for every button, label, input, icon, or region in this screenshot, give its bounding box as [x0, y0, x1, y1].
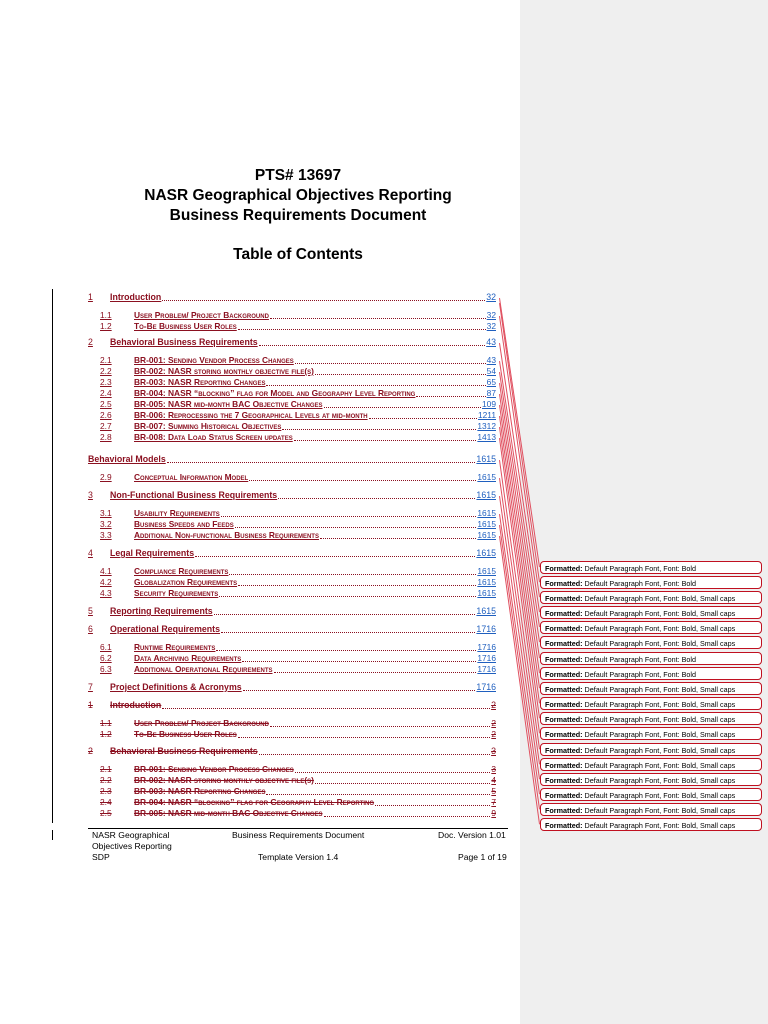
balloon-text: Default Paragraph Font, Font: Bold, Small caps — [582, 594, 736, 603]
toc-entry[interactable] — [88, 746, 496, 757]
balloon-label: Formatted: — [545, 791, 583, 800]
toc-entry-page-link[interactable]: 4 — [491, 775, 496, 785]
balloon-label: Formatted: — [545, 776, 583, 785]
toc-entry-page-link[interactable]: 1615 — [477, 519, 496, 529]
toc-dot-leader — [229, 574, 476, 575]
document-title-line-1: PTS# 13697 — [254, 167, 342, 184]
toc-entry-title: Data Archiving Requirements — [134, 653, 242, 663]
toc-entry-title: BR-005: NASR mid-month BAC Objective Changes — [134, 399, 323, 409]
toc-entry-number: 6.2 — [100, 653, 112, 663]
toc-entry-title: Behavioral Models — [88, 454, 166, 464]
toc-dot-leader — [238, 737, 491, 738]
toc-entry-title: Additional Operational Requirements — [134, 664, 273, 674]
toc-dot-leader — [324, 816, 491, 817]
toc-entry-number: 1.2 — [100, 729, 112, 739]
toc-entry-number: 4.1 — [100, 566, 112, 576]
toc-entry-number: 2.9 — [100, 472, 112, 482]
toc-entry-title: Non-Functional Business Requirements — [110, 490, 278, 500]
revision-balloon[interactable] — [540, 788, 762, 801]
toc-entry-title: Security Requirements — [134, 588, 219, 598]
revision-balloon[interactable] — [540, 712, 762, 725]
toc-entry-title: To-Be Business User Roles — [134, 321, 237, 331]
toc-dot-leader — [295, 772, 491, 773]
toc-entry-page-link[interactable]: 1615 — [476, 490, 496, 500]
change-bar — [52, 830, 53, 840]
revision-balloon[interactable] — [540, 697, 762, 710]
toc-entry-page-link[interactable]: 54 — [486, 366, 496, 376]
balloon-label: Formatted: — [545, 685, 583, 694]
revision-balloon[interactable] — [540, 606, 762, 619]
toc-heading: Table of Contents — [233, 246, 363, 263]
toc-entry-number: 2.5 — [100, 808, 112, 818]
toc-entry[interactable] — [100, 729, 496, 740]
toc-entry[interactable] — [88, 490, 496, 501]
toc-dot-leader — [162, 708, 490, 709]
toc-dot-leader — [195, 556, 475, 557]
balloon-text: Default Paragraph Font, Font: Bold, Small caps — [582, 791, 736, 800]
toc-entry-page-link[interactable]: 2 — [491, 718, 496, 728]
footer-center-line-2: Template Version 1.4 — [258, 852, 339, 862]
toc-entry-number: 6.1 — [100, 642, 112, 652]
revision-balloon[interactable] — [540, 561, 762, 574]
toc-entry-page-link[interactable]: 2 — [491, 729, 496, 739]
toc-entry-number: 3.1 — [100, 508, 112, 518]
toc-entry-title: Operational Requirements — [110, 624, 220, 634]
toc-dot-leader — [416, 396, 485, 397]
toc-entry-number: 2.2 — [100, 775, 112, 785]
balloon-label: Formatted: — [545, 821, 583, 830]
toc-entry-title: Introduction — [110, 292, 162, 302]
toc-entry-page-link[interactable]: 1615 — [477, 472, 496, 482]
toc-entry[interactable] — [100, 508, 496, 519]
toc-entry[interactable] — [100, 472, 496, 483]
toc-entry[interactable] — [100, 786, 496, 797]
toc-entry-title: Behavioral Business Requirements — [110, 337, 258, 347]
toc-entry[interactable] — [100, 642, 496, 653]
toc-entry-title: BR-004: NASR “blocking” flag for Geography Level Reporting — [134, 797, 375, 807]
toc-entry[interactable] — [100, 566, 496, 577]
balloon-label: Formatted: — [545, 761, 583, 770]
balloon-text: Default Paragraph Font, Font: Bold, Small caps — [582, 715, 736, 724]
toc-entry-page-link[interactable]: 1615 — [477, 577, 496, 587]
toc-entry-number: 2.5 — [100, 399, 112, 409]
toc-entry-title: BR-008: Data Load Status Screen updates — [134, 432, 293, 442]
toc-entry-number: 2.3 — [100, 786, 112, 796]
toc-entry[interactable] — [100, 366, 496, 377]
footer-left-line-2: Objectives Reporting — [92, 841, 172, 851]
revision-balloon[interactable] — [540, 682, 762, 695]
toc-dot-leader — [320, 538, 476, 539]
balloon-text: Default Paragraph Font, Font: Bold, Small caps — [582, 761, 736, 770]
toc-entry[interactable] — [100, 797, 496, 808]
toc-entry-page-link[interactable]: 32 — [486, 310, 496, 320]
toc-entry[interactable] — [100, 530, 496, 541]
toc-entry-title: User Problem/ Project Background — [134, 718, 269, 728]
toc-entry-page-link[interactable]: 1615 — [476, 454, 496, 464]
toc-entry-number: 1.2 — [100, 321, 112, 331]
toc-entry-number: 4.2 — [100, 577, 112, 587]
toc-entry[interactable] — [100, 399, 496, 410]
toc-entry-title: BR-001: Sending Vendor Process Changes — [134, 355, 294, 365]
change-bar — [52, 289, 53, 823]
toc-entry-page-link[interactable]: 43 — [486, 355, 496, 365]
toc-entry-title: Introduction — [110, 700, 162, 710]
toc-entry[interactable] — [100, 775, 496, 786]
revision-balloon[interactable] — [540, 758, 762, 771]
toc-entry[interactable] — [100, 577, 496, 588]
toc-entry-number: 1 — [88, 700, 93, 710]
toc-dot-leader — [219, 596, 476, 597]
balloon-text: Default Paragraph Font, Font: Bold — [582, 564, 697, 573]
toc-entry-number: 2.4 — [100, 797, 112, 807]
document-title-line-2: NASR Geographical Objectives Reporting — [144, 187, 452, 204]
toc-entry-title: BR-002: NASR storing monthly objective file(s) — [134, 775, 314, 785]
toc-dot-leader — [294, 440, 477, 441]
toc-entry-number: 3 — [88, 490, 93, 500]
revision-balloon[interactable] — [540, 773, 762, 786]
toc-dot-leader — [238, 329, 486, 330]
toc-dot-leader — [242, 661, 476, 662]
toc-entry-number: 7 — [88, 682, 93, 692]
balloon-text: Default Paragraph Font, Font: Bold, Small caps — [582, 639, 736, 648]
balloon-text: Default Paragraph Font, Font: Bold — [582, 670, 697, 679]
toc-entry[interactable] — [100, 410, 496, 421]
toc-entry[interactable] — [100, 653, 496, 664]
balloon-text: Default Paragraph Font, Font: Bold, Small caps — [582, 821, 736, 830]
toc-entry-page-link[interactable]: 109 — [482, 399, 496, 409]
toc-entry[interactable] — [88, 682, 496, 693]
toc-entry-page-link[interactable]: 1615 — [476, 548, 496, 558]
toc-entry-title: User Problem/ Project Background — [134, 310, 269, 320]
toc-dot-leader — [259, 754, 490, 755]
toc-entry-page-link[interactable]: 1615 — [477, 566, 496, 576]
footer-left-line-3: SDP — [92, 852, 110, 862]
revision-balloon[interactable] — [540, 727, 762, 740]
toc-entry-page-link[interactable]: 9 — [491, 808, 496, 818]
toc-entry-page-link[interactable]: 1615 — [476, 606, 496, 616]
toc-entry-page-link[interactable]: 1716 — [477, 664, 496, 674]
revision-balloon[interactable] — [540, 743, 762, 756]
toc-entry-number: 2.6 — [100, 410, 112, 420]
toc-entry-title: BR-004: NASR “blocking” flag for Model and Geography Level Reporting — [134, 388, 416, 398]
toc-entry-number: 2.1 — [100, 764, 112, 774]
balloon-text: Default Paragraph Font, Font: Bold — [582, 579, 697, 588]
toc-dot-leader — [249, 480, 476, 481]
toc-dot-leader — [216, 650, 476, 651]
revision-balloon[interactable] — [540, 652, 762, 665]
toc-dot-leader — [162, 300, 485, 301]
toc-entry-title: Reporting Requirements — [110, 606, 213, 616]
toc-dot-leader — [270, 726, 490, 727]
footer-center-line-1: Business Requirements Document — [232, 830, 365, 840]
toc-entry-title: Legal Requirements — [110, 548, 195, 558]
toc-entry[interactable] — [88, 337, 496, 348]
balloon-text: Default Paragraph Font, Font: Bold, Small caps — [582, 730, 736, 739]
toc-entry-page-link[interactable]: 1615 — [477, 508, 496, 518]
toc-entry-page-link[interactable]: 1716 — [476, 624, 496, 634]
footer-left-line-1: NASR Geographical — [92, 830, 170, 840]
toc-dot-leader — [235, 527, 477, 528]
toc-dot-leader — [315, 783, 490, 784]
balloon-label: Formatted: — [545, 639, 583, 648]
toc-entry-number: 2.1 — [100, 355, 112, 365]
balloon-label: Formatted: — [545, 715, 583, 724]
toc-entry-page-link[interactable]: 32 — [486, 292, 496, 302]
revision-balloon[interactable] — [540, 576, 762, 589]
toc-entry-title: Compliance Requirements — [134, 566, 229, 576]
footer-rule — [88, 828, 508, 829]
toc-entry-page-link[interactable]: 1413 — [477, 432, 496, 442]
toc-entry-number: 2 — [88, 746, 93, 756]
toc-dot-leader — [266, 794, 490, 795]
toc-entry[interactable] — [88, 700, 496, 711]
balloon-label: Formatted: — [545, 594, 583, 603]
footer-right-line-2: Page 1 of 19 — [458, 852, 507, 862]
balloon-text: Default Paragraph Font, Font: Bold, Small caps — [582, 609, 736, 618]
toc-entry-page-link[interactable]: 1615 — [477, 588, 496, 598]
revision-balloon[interactable] — [540, 803, 762, 816]
toc-entry-page-link[interactable]: 7 — [491, 797, 496, 807]
toc-entry-title: Globalization Requirements — [134, 577, 238, 587]
toc-entry-page-link[interactable]: 3 — [491, 746, 496, 756]
toc-dot-leader — [221, 632, 475, 633]
toc-dot-leader — [221, 516, 477, 517]
toc-entry-title: Conceptual Information Model — [134, 472, 249, 482]
toc-entry[interactable] — [88, 454, 496, 465]
toc-entry-page-link[interactable]: 1615 — [477, 530, 496, 540]
toc-entry[interactable] — [100, 718, 496, 729]
toc-entry-number: 3.3 — [100, 530, 112, 540]
footer-right-line-1: Doc. Version 1.01 — [438, 830, 506, 840]
toc-entry-page-link[interactable]: 5 — [491, 786, 496, 796]
toc-entry-number: 5 — [88, 606, 93, 616]
toc-entry[interactable] — [100, 519, 496, 530]
toc-entry-title: BR-007: Summing Historical Objectives — [134, 421, 282, 431]
toc-entry-number: 4.3 — [100, 588, 112, 598]
toc-dot-leader — [278, 498, 475, 499]
toc-entry[interactable] — [88, 606, 496, 617]
balloon-label: Formatted: — [545, 564, 583, 573]
toc-dot-leader — [167, 462, 476, 463]
balloon-label: Formatted: — [545, 700, 583, 709]
toc-entry-number: 2.2 — [100, 366, 112, 376]
toc-dot-leader — [375, 805, 490, 806]
balloon-text: Default Paragraph Font, Font: Bold — [582, 655, 697, 664]
toc-entry-page-link[interactable]: 32 — [486, 321, 496, 331]
toc-entry[interactable] — [100, 808, 496, 819]
toc-entry-number: 2.8 — [100, 432, 112, 442]
toc-dot-leader — [243, 690, 476, 691]
toc-entry-number: 1 — [88, 292, 93, 302]
toc-dot-leader — [270, 318, 486, 319]
balloon-text: Default Paragraph Font, Font: Bold, Small caps — [582, 685, 736, 694]
balloon-label: Formatted: — [545, 624, 583, 633]
markup-pane — [520, 0, 768, 1024]
balloon-label: Formatted: — [545, 670, 583, 679]
toc-dot-leader — [259, 345, 486, 346]
toc-entry-number: 1.1 — [100, 718, 112, 728]
toc-entry-title: BR-001: Sending Vendor Process Changes — [134, 764, 294, 774]
toc-entry-number: 2 — [88, 337, 93, 347]
toc-entry-title: Behavioral Business Requirements — [110, 746, 258, 756]
revision-balloon[interactable] — [540, 591, 762, 604]
balloon-label: Formatted: — [545, 746, 583, 755]
toc-entry-number: 6 — [88, 624, 93, 634]
revision-balloon[interactable] — [540, 621, 762, 634]
toc-entry[interactable] — [100, 421, 496, 432]
toc-entry[interactable] — [100, 588, 496, 599]
toc-entry-page-link[interactable]: 2 — [491, 700, 496, 710]
toc-entry[interactable] — [88, 292, 496, 303]
toc-dot-leader — [315, 374, 486, 375]
toc-entry-page-link[interactable]: 87 — [486, 388, 496, 398]
toc-entry-page-link[interactable]: 43 — [486, 337, 496, 347]
toc-entry-title: Project Definitions & Acronyms — [110, 682, 242, 692]
toc-entry[interactable] — [88, 548, 496, 559]
toc-entry[interactable] — [100, 432, 496, 443]
toc-entry[interactable] — [88, 624, 496, 635]
toc-entry[interactable] — [100, 321, 496, 332]
balloon-text: Default Paragraph Font, Font: Bold, Small caps — [582, 746, 736, 755]
toc-entry-number: 3.2 — [100, 519, 112, 529]
revision-balloon[interactable] — [540, 636, 762, 649]
toc-entry[interactable] — [100, 664, 496, 675]
revision-balloon[interactable] — [540, 818, 762, 831]
toc-dot-leader — [295, 363, 486, 364]
toc-entry[interactable] — [100, 377, 496, 388]
toc-entry-page-link[interactable]: 1211 — [477, 410, 496, 420]
toc-entry-number: 2.4 — [100, 388, 112, 398]
balloon-label: Formatted: — [545, 579, 583, 588]
toc-entry-title: Additional Non-functional Business Requirements — [134, 530, 319, 540]
toc-entry-title: BR-003: NASR Reporting Changes — [134, 377, 266, 387]
toc-entry-title: BR-006: Reprocessing the 7 Geographical Levels at mid-month — [134, 410, 368, 420]
toc-dot-leader — [214, 614, 476, 615]
toc-entry-number: 2.3 — [100, 377, 112, 387]
toc-entry-number: 1.1 — [100, 310, 112, 320]
toc-entry-title: BR-002: NASR storing monthly objective file(s) — [134, 366, 314, 376]
toc-entry[interactable] — [100, 355, 496, 366]
toc-entry-page-link[interactable]: 1716 — [477, 642, 496, 652]
toc-entry-title: To-Be Business User Roles — [134, 729, 237, 739]
toc-entry-title: BR-003: NASR Reporting Changes — [134, 786, 266, 796]
revision-balloon[interactable] — [540, 667, 762, 680]
balloon-label: Formatted: — [545, 730, 583, 739]
toc-entry-title: Runtime Requirements — [134, 642, 216, 652]
toc-entry-title: BR-005: NASR mid-month BAC Objective Changes — [134, 808, 323, 818]
toc-entry[interactable] — [100, 310, 496, 321]
balloon-text: Default Paragraph Font, Font: Bold, Small caps — [582, 776, 736, 785]
balloon-text: Default Paragraph Font, Font: Bold, Small caps — [582, 700, 736, 709]
toc-dot-leader — [238, 585, 476, 586]
toc-entry-page-link[interactable]: 1312 — [477, 421, 496, 431]
toc-dot-leader — [324, 407, 482, 408]
balloon-label: Formatted: — [545, 655, 583, 664]
toc-entry-title: Business Speeds and Feeds — [134, 519, 234, 529]
toc-entry[interactable] — [100, 764, 496, 775]
toc-entry-page-link[interactable]: 3 — [491, 764, 496, 774]
toc-entry-number: 2.7 — [100, 421, 112, 431]
toc-dot-leader — [266, 385, 485, 386]
toc-entry-title: Usability Requirements — [134, 508, 220, 518]
toc-dot-leader — [274, 672, 477, 673]
balloon-text: Default Paragraph Font, Font: Bold, Small caps — [582, 624, 736, 633]
toc-entry-number: 4 — [88, 548, 93, 558]
toc-dot-leader — [282, 429, 476, 430]
toc-entry-number: 6.3 — [100, 664, 112, 674]
balloon-label: Formatted: — [545, 609, 583, 618]
toc-entry[interactable] — [100, 388, 496, 399]
toc-entry-page-link[interactable]: 1716 — [476, 682, 496, 692]
balloon-label: Formatted: — [545, 806, 583, 815]
toc-entry-page-link[interactable]: 1716 — [477, 653, 496, 663]
document-title-line-3: Business Requirements Document — [169, 207, 427, 224]
toc-entry-page-link[interactable]: 65 — [486, 377, 496, 387]
toc-dot-leader — [369, 418, 477, 419]
balloon-text: Default Paragraph Font, Font: Bold, Small caps — [582, 806, 736, 815]
